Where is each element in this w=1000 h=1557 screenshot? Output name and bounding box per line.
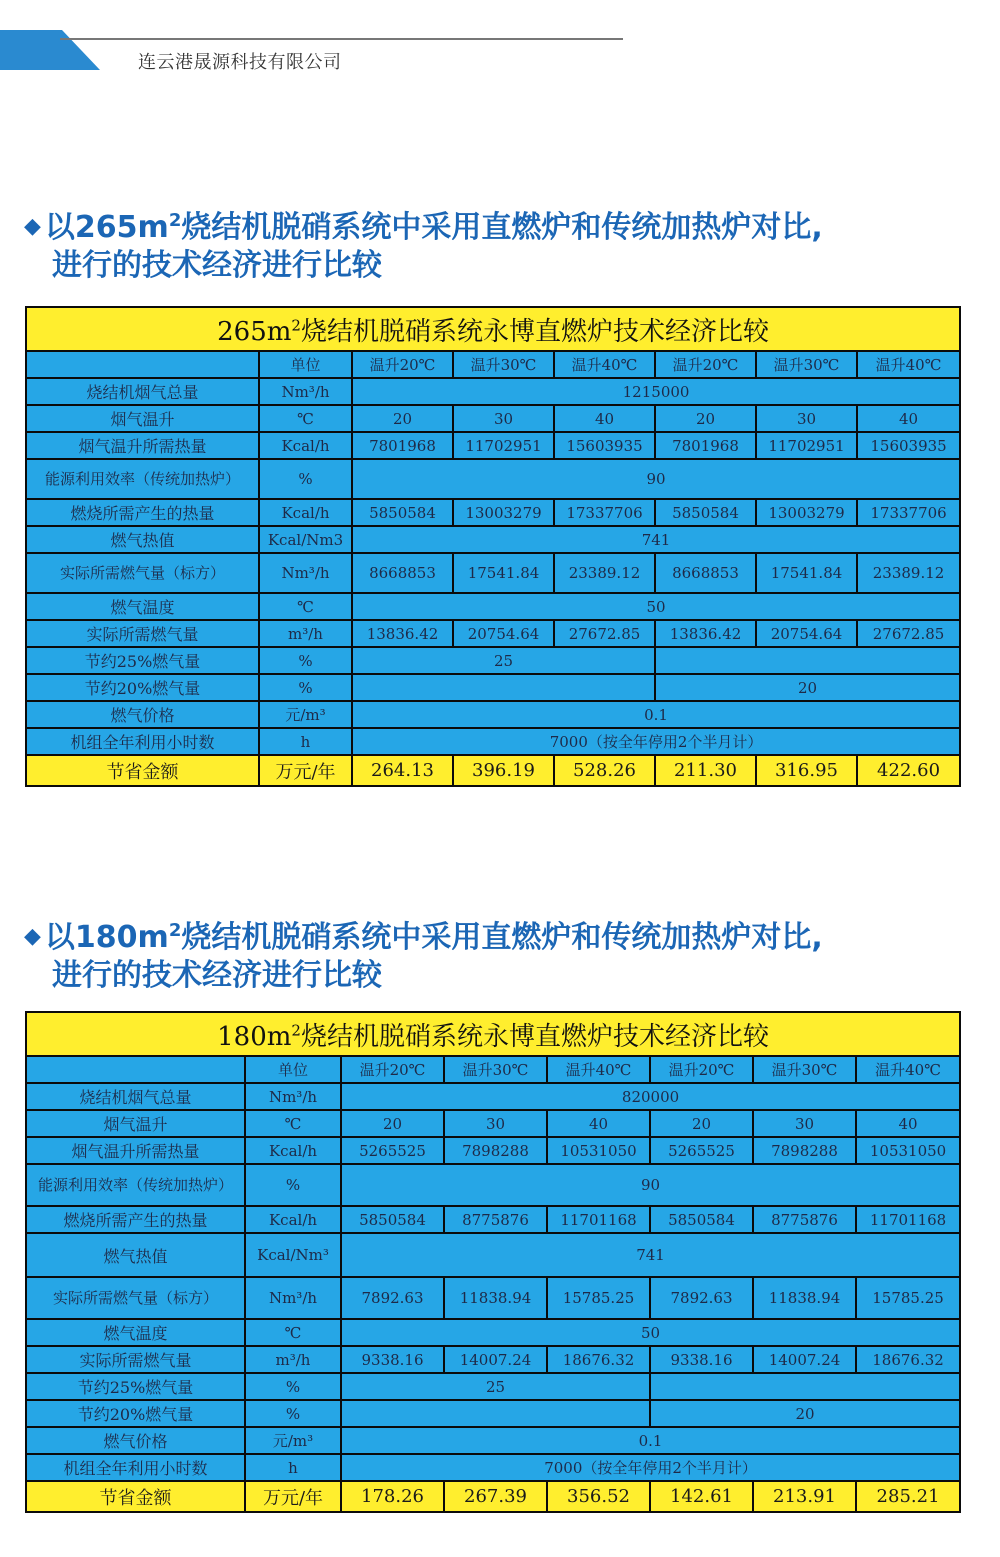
row-group-value-cell: 25: [352, 647, 655, 674]
row-value-cell: 20: [352, 405, 453, 432]
row-label-cell: 燃烧所需产生的热量: [26, 1206, 245, 1233]
row-value-cell: 11701168: [547, 1206, 650, 1233]
diamond-bullet-icon: ◆: [24, 924, 41, 949]
row-group-value-cell: 20: [655, 674, 960, 701]
row-unit-cell: Kcal/h: [245, 1137, 341, 1164]
row-value-cell: 7801968: [655, 432, 756, 459]
row-value-cell: 20754.64: [756, 620, 857, 647]
savings-value-cell: 422.60: [857, 755, 960, 786]
row-label-cell: 燃烧所需产生的热量: [26, 499, 259, 526]
row-label-cell: 燃气温度: [26, 1319, 245, 1346]
row-label-cell: 烟气温升所需热量: [26, 432, 259, 459]
table-title: $180m^2$烧结机脱硝系统永博直燃炉技术经济比较: [26, 1012, 960, 1056]
row-value-cell: 5265525: [650, 1137, 753, 1164]
table-row: [26, 499, 960, 526]
table-row: [26, 459, 960, 499]
row-value-cell: 40: [547, 1110, 650, 1137]
row-value-cell: 10531050: [856, 1137, 960, 1164]
table-row: [26, 1110, 960, 1137]
row-value-cell: 5850584: [655, 499, 756, 526]
row-unit-cell: Kcal/h: [245, 1206, 341, 1233]
row-label-cell: 燃气热值: [26, 526, 259, 553]
row-label-cell: 烟气温升: [26, 1110, 245, 1137]
table-header-row: [26, 351, 960, 378]
savings-unit-cell: 万元/年: [259, 755, 352, 786]
row-value-cell: 15603935: [554, 432, 655, 459]
row-value-cell: 20: [650, 1110, 753, 1137]
row-merged-value-cell: 50: [341, 1319, 960, 1346]
savings-value-cell: 211.30: [655, 755, 756, 786]
section-2-heading-line2: 进行的技术经济进行比较: [52, 958, 382, 993]
savings-unit-cell: 万元/年: [245, 1481, 341, 1512]
row-value-cell: 17541.84: [453, 553, 554, 593]
row-label-cell: 节约20%燃气量: [26, 674, 259, 701]
row-label-cell: 烧结机烟气总量: [26, 1083, 245, 1110]
row-unit-cell: h: [245, 1454, 341, 1481]
row-unit-cell: ℃: [259, 405, 352, 432]
row-unit-cell: %: [245, 1373, 341, 1400]
row-value-cell: 13003279: [453, 499, 554, 526]
table-row: [26, 405, 960, 432]
row-label-cell: 能源利用效率（传统加热炉）: [26, 1164, 245, 1206]
row-value-cell: 17337706: [857, 499, 960, 526]
table-title-row: [26, 307, 960, 351]
row-merged-value-cell: 90: [341, 1164, 960, 1206]
savings-value-cell: 356.52: [547, 1481, 650, 1512]
section-2-heading: ◆ 以$180m^2$烧结机脱硝系统中采用直燃炉和传统加热炉对比, 进行的技术经济进行比较: [24, 912, 984, 995]
row-value-cell: 30: [453, 405, 554, 432]
row-value-cell: 10531050: [547, 1137, 650, 1164]
row-value-cell: 8775876: [753, 1206, 856, 1233]
row-label-cell: 节约20%燃气量: [26, 1400, 245, 1427]
savings-value-cell: 142.61: [650, 1481, 753, 1512]
header-empty-cell: [26, 351, 259, 378]
row-unit-cell: Nm³/h: [245, 1277, 341, 1319]
row-unit-cell: m³/h: [259, 620, 352, 647]
header-unit-cell: 单位: [259, 351, 352, 378]
row-unit-cell: Kcal/h: [259, 499, 352, 526]
row-value-cell: 40: [857, 405, 960, 432]
row-value-cell: 27672.85: [857, 620, 960, 647]
row-merged-value-cell: 90: [352, 459, 960, 499]
row-group-value-cell: [655, 647, 960, 674]
table-row: [26, 1277, 960, 1319]
row-unit-cell: %: [259, 674, 352, 701]
table-title: $265m^2$烧结机脱硝系统永博直燃炉技术经济比较: [26, 307, 960, 351]
row-unit-cell: %: [245, 1400, 341, 1427]
savings-value-cell: 285.21: [856, 1481, 960, 1512]
row-unit-cell: ℃: [245, 1319, 341, 1346]
row-merged-value-cell: 7000（按全年停用2个半月计）: [352, 728, 960, 755]
row-unit-cell: 元/m³: [245, 1427, 341, 1454]
table-row: [26, 1454, 960, 1481]
row-group-value-cell: [352, 674, 655, 701]
row-value-cell: 9338.16: [650, 1346, 753, 1373]
table-row: [26, 674, 960, 701]
row-label-cell: 机组全年利用小时数: [26, 728, 259, 755]
row-value-cell: 14007.24: [753, 1346, 856, 1373]
row-label-cell: 实际所需燃气量（标方）: [26, 553, 259, 593]
header-col-cell: 温升40℃: [547, 1056, 650, 1083]
savings-value-cell: 178.26: [341, 1481, 444, 1512]
row-value-cell: 11702951: [756, 432, 857, 459]
row-value-cell: 9338.16: [341, 1346, 444, 1373]
row-label-cell: 实际所需燃气量（标方）: [26, 1277, 245, 1319]
row-value-cell: 30: [444, 1110, 547, 1137]
table-row: [26, 378, 960, 405]
row-value-cell: 40: [554, 405, 655, 432]
row-value-cell: 15785.25: [856, 1277, 960, 1319]
row-merged-value-cell: 0.1: [341, 1427, 960, 1454]
header-col-cell: 温升20℃: [341, 1056, 444, 1083]
table-row: [26, 1206, 960, 1233]
row-group-value-cell: 25: [341, 1373, 650, 1400]
table-row: [26, 1319, 960, 1346]
row-unit-cell: 元/m³: [259, 701, 352, 728]
table-180: [25, 1011, 959, 1513]
row-value-cell: 5850584: [650, 1206, 753, 1233]
table-row: [26, 1346, 960, 1373]
table-row: [26, 701, 960, 728]
row-value-cell: 17337706: [554, 499, 655, 526]
comparison-table-265: [25, 306, 961, 787]
row-value-cell: 15785.25: [547, 1277, 650, 1319]
row-label-cell: 节约25%燃气量: [26, 647, 259, 674]
header-col-cell: 温升40℃: [856, 1056, 960, 1083]
savings-value-cell: 528.26: [554, 755, 655, 786]
header-col-cell: 温升20℃: [352, 351, 453, 378]
row-value-cell: 18676.32: [856, 1346, 960, 1373]
header-col-cell: 温升30℃: [753, 1056, 856, 1083]
row-label-cell: 烧结机烟气总量: [26, 378, 259, 405]
row-merged-value-cell: 7000（按全年停用2个半月计）: [341, 1454, 960, 1481]
table-row: [26, 1164, 960, 1206]
savings-value-cell: 396.19: [453, 755, 554, 786]
row-value-cell: 5265525: [341, 1137, 444, 1164]
row-label-cell: 能源利用效率（传统加热炉）: [26, 459, 259, 499]
table-265: [25, 306, 959, 787]
header-col-cell: 温升30℃: [756, 351, 857, 378]
row-label-cell: 燃气温度: [26, 593, 259, 620]
row-value-cell: 13836.42: [655, 620, 756, 647]
savings-value-cell: 213.91: [753, 1481, 856, 1512]
row-value-cell: 14007.24: [444, 1346, 547, 1373]
section-1-heading-line2: 进行的技术经济进行比较: [52, 248, 382, 283]
row-value-cell: 15603935: [857, 432, 960, 459]
row-value-cell: 11701168: [856, 1206, 960, 1233]
header-empty-cell: [26, 1056, 245, 1083]
table-row: [26, 1400, 960, 1427]
row-merged-value-cell: 1215000: [352, 378, 960, 405]
row-value-cell: 8775876: [444, 1206, 547, 1233]
row-label-cell: 烟气温升所需热量: [26, 1137, 245, 1164]
row-unit-cell: m³/h: [245, 1346, 341, 1373]
row-merged-value-cell: 741: [341, 1233, 960, 1277]
savings-label-cell: 节省金额: [26, 1481, 245, 1512]
table-row: [26, 620, 960, 647]
row-value-cell: 5850584: [341, 1206, 444, 1233]
table-row: [26, 1427, 960, 1454]
row-value-cell: 7898288: [444, 1137, 547, 1164]
row-group-value-cell: 20: [650, 1400, 960, 1427]
row-value-cell: 13836.42: [352, 620, 453, 647]
header-unit-cell: 单位: [245, 1056, 341, 1083]
row-label-cell: 实际所需燃气量: [26, 620, 259, 647]
savings-row: [26, 755, 960, 786]
table-title-row: [26, 1012, 960, 1056]
table-row: [26, 728, 960, 755]
table-row: [26, 432, 960, 459]
savings-row: [26, 1481, 960, 1512]
table-row: [26, 647, 960, 674]
table-row: [26, 1233, 960, 1277]
row-merged-value-cell: 741: [352, 526, 960, 553]
row-value-cell: 20: [341, 1110, 444, 1137]
table-row: [26, 1083, 960, 1110]
row-merged-value-cell: 0.1: [352, 701, 960, 728]
header-col-cell: 温升30℃: [453, 351, 554, 378]
header-tab-decoration: [0, 30, 100, 70]
company-name: 连云港晟源科技有限公司: [138, 52, 342, 73]
row-value-cell: 23389.12: [554, 553, 655, 593]
row-unit-cell: %: [259, 647, 352, 674]
savings-value-cell: 316.95: [756, 755, 857, 786]
table-row: [26, 526, 960, 553]
comparison-table-180: [25, 1011, 961, 1513]
row-value-cell: 13003279: [756, 499, 857, 526]
row-label-cell: 燃气价格: [26, 1427, 245, 1454]
table-row: [26, 1373, 960, 1400]
row-value-cell: 17541.84: [756, 553, 857, 593]
header-col-cell: 温升40℃: [554, 351, 655, 378]
row-value-cell: 11838.94: [444, 1277, 547, 1319]
row-label-cell: 燃气价格: [26, 701, 259, 728]
row-unit-cell: Kcal/Nm³: [245, 1233, 341, 1277]
row-value-cell: 7801968: [352, 432, 453, 459]
row-unit-cell: ℃: [259, 593, 352, 620]
savings-value-cell: 264.13: [352, 755, 453, 786]
section-1-heading: ◆ 以$265m^2$烧结机脱硝系统中采用直燃炉和传统加热炉对比, 进行的技术经济进行比较: [24, 202, 984, 285]
row-label-cell: 节约25%燃气量: [26, 1373, 245, 1400]
diamond-bullet-icon: ◆: [24, 214, 41, 239]
header-col-cell: 温升30℃: [444, 1056, 547, 1083]
row-label-cell: 燃气热值: [26, 1233, 245, 1277]
row-unit-cell: Nm³/h: [259, 378, 352, 405]
table-row: [26, 593, 960, 620]
row-unit-cell: h: [259, 728, 352, 755]
row-unit-cell: Kcal/Nm3: [259, 526, 352, 553]
row-value-cell: 23389.12: [857, 553, 960, 593]
row-value-cell: 7892.63: [341, 1277, 444, 1319]
row-value-cell: 11702951: [453, 432, 554, 459]
table-row: [26, 1137, 960, 1164]
savings-value-cell: 267.39: [444, 1481, 547, 1512]
row-value-cell: 20: [655, 405, 756, 432]
row-unit-cell: Nm³/h: [245, 1083, 341, 1110]
row-value-cell: 7898288: [753, 1137, 856, 1164]
row-value-cell: 11838.94: [753, 1277, 856, 1319]
row-label-cell: 实际所需燃气量: [26, 1346, 245, 1373]
row-value-cell: 40: [856, 1110, 960, 1137]
row-value-cell: 18676.32: [547, 1346, 650, 1373]
row-unit-cell: %: [245, 1164, 341, 1206]
row-label-cell: 机组全年利用小时数: [26, 1454, 245, 1481]
row-unit-cell: Kcal/h: [259, 432, 352, 459]
row-merged-value-cell: 50: [352, 593, 960, 620]
row-value-cell: 5850584: [352, 499, 453, 526]
row-value-cell: 8668853: [655, 553, 756, 593]
row-value-cell: 30: [753, 1110, 856, 1137]
row-value-cell: 8668853: [352, 553, 453, 593]
row-group-value-cell: [341, 1400, 650, 1427]
row-label-cell: 烟气温升: [26, 405, 259, 432]
savings-label-cell: 节省金额: [26, 755, 259, 786]
header-col-cell: 温升40℃: [857, 351, 960, 378]
header-col-cell: 温升20℃: [650, 1056, 753, 1083]
row-group-value-cell: [650, 1373, 960, 1400]
header-col-cell: 温升20℃: [655, 351, 756, 378]
row-unit-cell: ℃: [245, 1110, 341, 1137]
row-value-cell: 7892.63: [650, 1277, 753, 1319]
row-value-cell: 30: [756, 405, 857, 432]
row-value-cell: 27672.85: [554, 620, 655, 647]
table-row: [26, 553, 960, 593]
row-merged-value-cell: 820000: [341, 1083, 960, 1110]
row-unit-cell: Nm³/h: [259, 553, 352, 593]
header-rule: [60, 38, 623, 40]
table-header-row: [26, 1056, 960, 1083]
row-unit-cell: %: [259, 459, 352, 499]
row-value-cell: 20754.64: [453, 620, 554, 647]
